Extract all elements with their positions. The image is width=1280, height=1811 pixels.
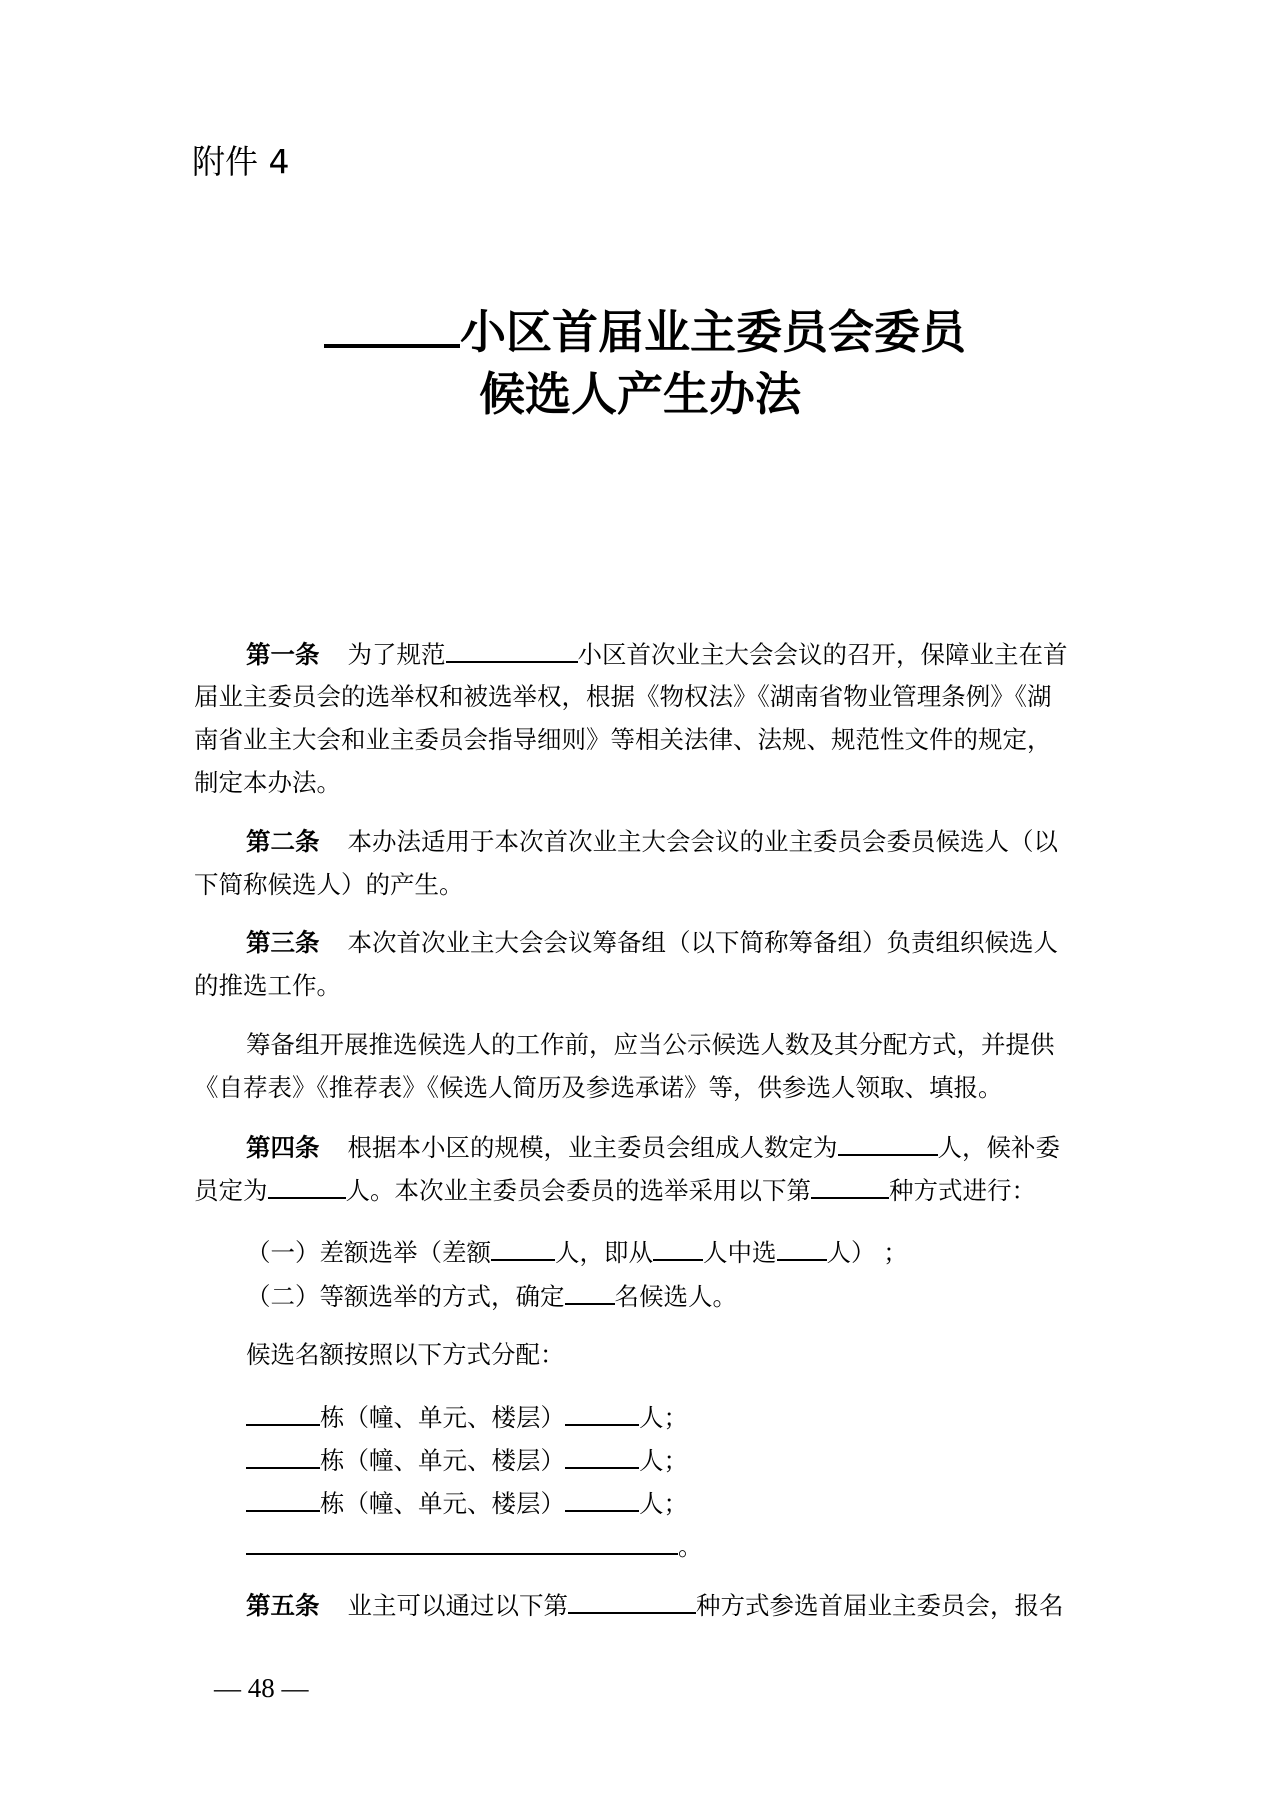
option-2-blank xyxy=(565,1281,615,1305)
title-name-blank xyxy=(324,300,460,348)
count-blank xyxy=(565,1402,639,1426)
count-blank xyxy=(565,1488,639,1512)
election-method-blank xyxy=(811,1175,889,1199)
article-1-label: 第一条 xyxy=(246,640,320,669)
building-blank xyxy=(246,1488,320,1512)
article-1-line-3: 南省业主大会和业主委员会指导细则》等相关法律、法规、规范性文件的规定， xyxy=(194,725,1052,754)
document-title-line-2: 候选人产生办法 xyxy=(479,367,801,421)
article-5-label: 第五条 xyxy=(246,1591,320,1620)
article-3-line-2: 的推选工作。 xyxy=(194,971,341,1000)
allocation-intro: 候选名额按照以下方式分配： xyxy=(246,1340,565,1369)
page-number: — 48 — xyxy=(214,1673,309,1703)
article-4-line-1: 第四条 根据本小区的规模，业主委员会组成人数定为 人，候补委 xyxy=(246,1133,1060,1162)
prep-paragraph-line-1: 筹备组开展推选候选人的工作前，应当公示候选人数及其分配方式，并提供 xyxy=(246,1030,1055,1059)
article-1-line-2: 届业主委员会的选举权和被选举权，根据《物权法》《湖南省物业管理条例》《湖 xyxy=(194,682,1052,711)
title-line1-text: 小区首届业主委员会委员 xyxy=(460,305,966,359)
article-4-label: 第四条 xyxy=(246,1133,320,1162)
article-1-blank xyxy=(446,639,578,663)
article-1-line-1: 第一条 为了规范 小区首次业主大会会议的召开，保障业主在首 xyxy=(246,640,1068,669)
allocation-row-2: 栋（幢、单元、楼层） 人； xyxy=(246,1445,688,1476)
building-blank xyxy=(246,1402,320,1426)
attachment-label: 附件 4 xyxy=(192,142,290,181)
option-1-blank-3 xyxy=(777,1237,827,1261)
option-1: （一）差额选举（差额 人，即从 人中选 人） ； xyxy=(246,1238,908,1267)
article-3-label: 第三条 xyxy=(246,928,320,957)
alternate-size-blank xyxy=(268,1175,346,1199)
document-title-line-1 xyxy=(5,300,1280,360)
article-3-line-1: 第三条 本次首次业主大会会议筹备组（以下简称筹备组）负责组织候选人 xyxy=(246,928,1058,957)
committee-size-blank xyxy=(838,1132,938,1156)
article-5-blank xyxy=(568,1590,696,1614)
article-4-line-2: 员定为 人。本次业主委员会委员的选举采用以下第 种方式进行： xyxy=(194,1176,1036,1205)
option-1-blank-2 xyxy=(653,1237,703,1261)
allocation-row-1: 栋（幢、单元、楼层） 人； xyxy=(246,1402,688,1433)
count-blank xyxy=(565,1445,639,1469)
other-allocation-blank xyxy=(246,1531,678,1555)
building-blank xyxy=(246,1445,320,1469)
option-2: （二）等额选举的方式，确定 名候选人。 xyxy=(246,1282,737,1311)
article-5-line-1: 第五条 业主可以通过以下第 种方式参选首届业主委员会，报名 xyxy=(246,1591,1064,1620)
article-2-line-1: 第二条 本办法适用于本次首次业主大会会议的业主委员会委员候选人（以 xyxy=(246,827,1058,856)
allocation-row-other: 。 xyxy=(246,1531,703,1562)
allocation-row-3: 栋（幢、单元、楼层） 人； xyxy=(246,1488,688,1519)
prep-paragraph-line-2: 《自荐表》《推荐表》《候选人简历及参选承诺》等，供参选人领取、填报。 xyxy=(194,1073,1003,1102)
option-1-blank-1 xyxy=(491,1237,555,1261)
article-2-label: 第二条 xyxy=(246,827,320,856)
article-2-line-2: 下简称候选人）的产生。 xyxy=(194,870,464,899)
article-1-line-4: 制定本办法。 xyxy=(194,768,341,797)
